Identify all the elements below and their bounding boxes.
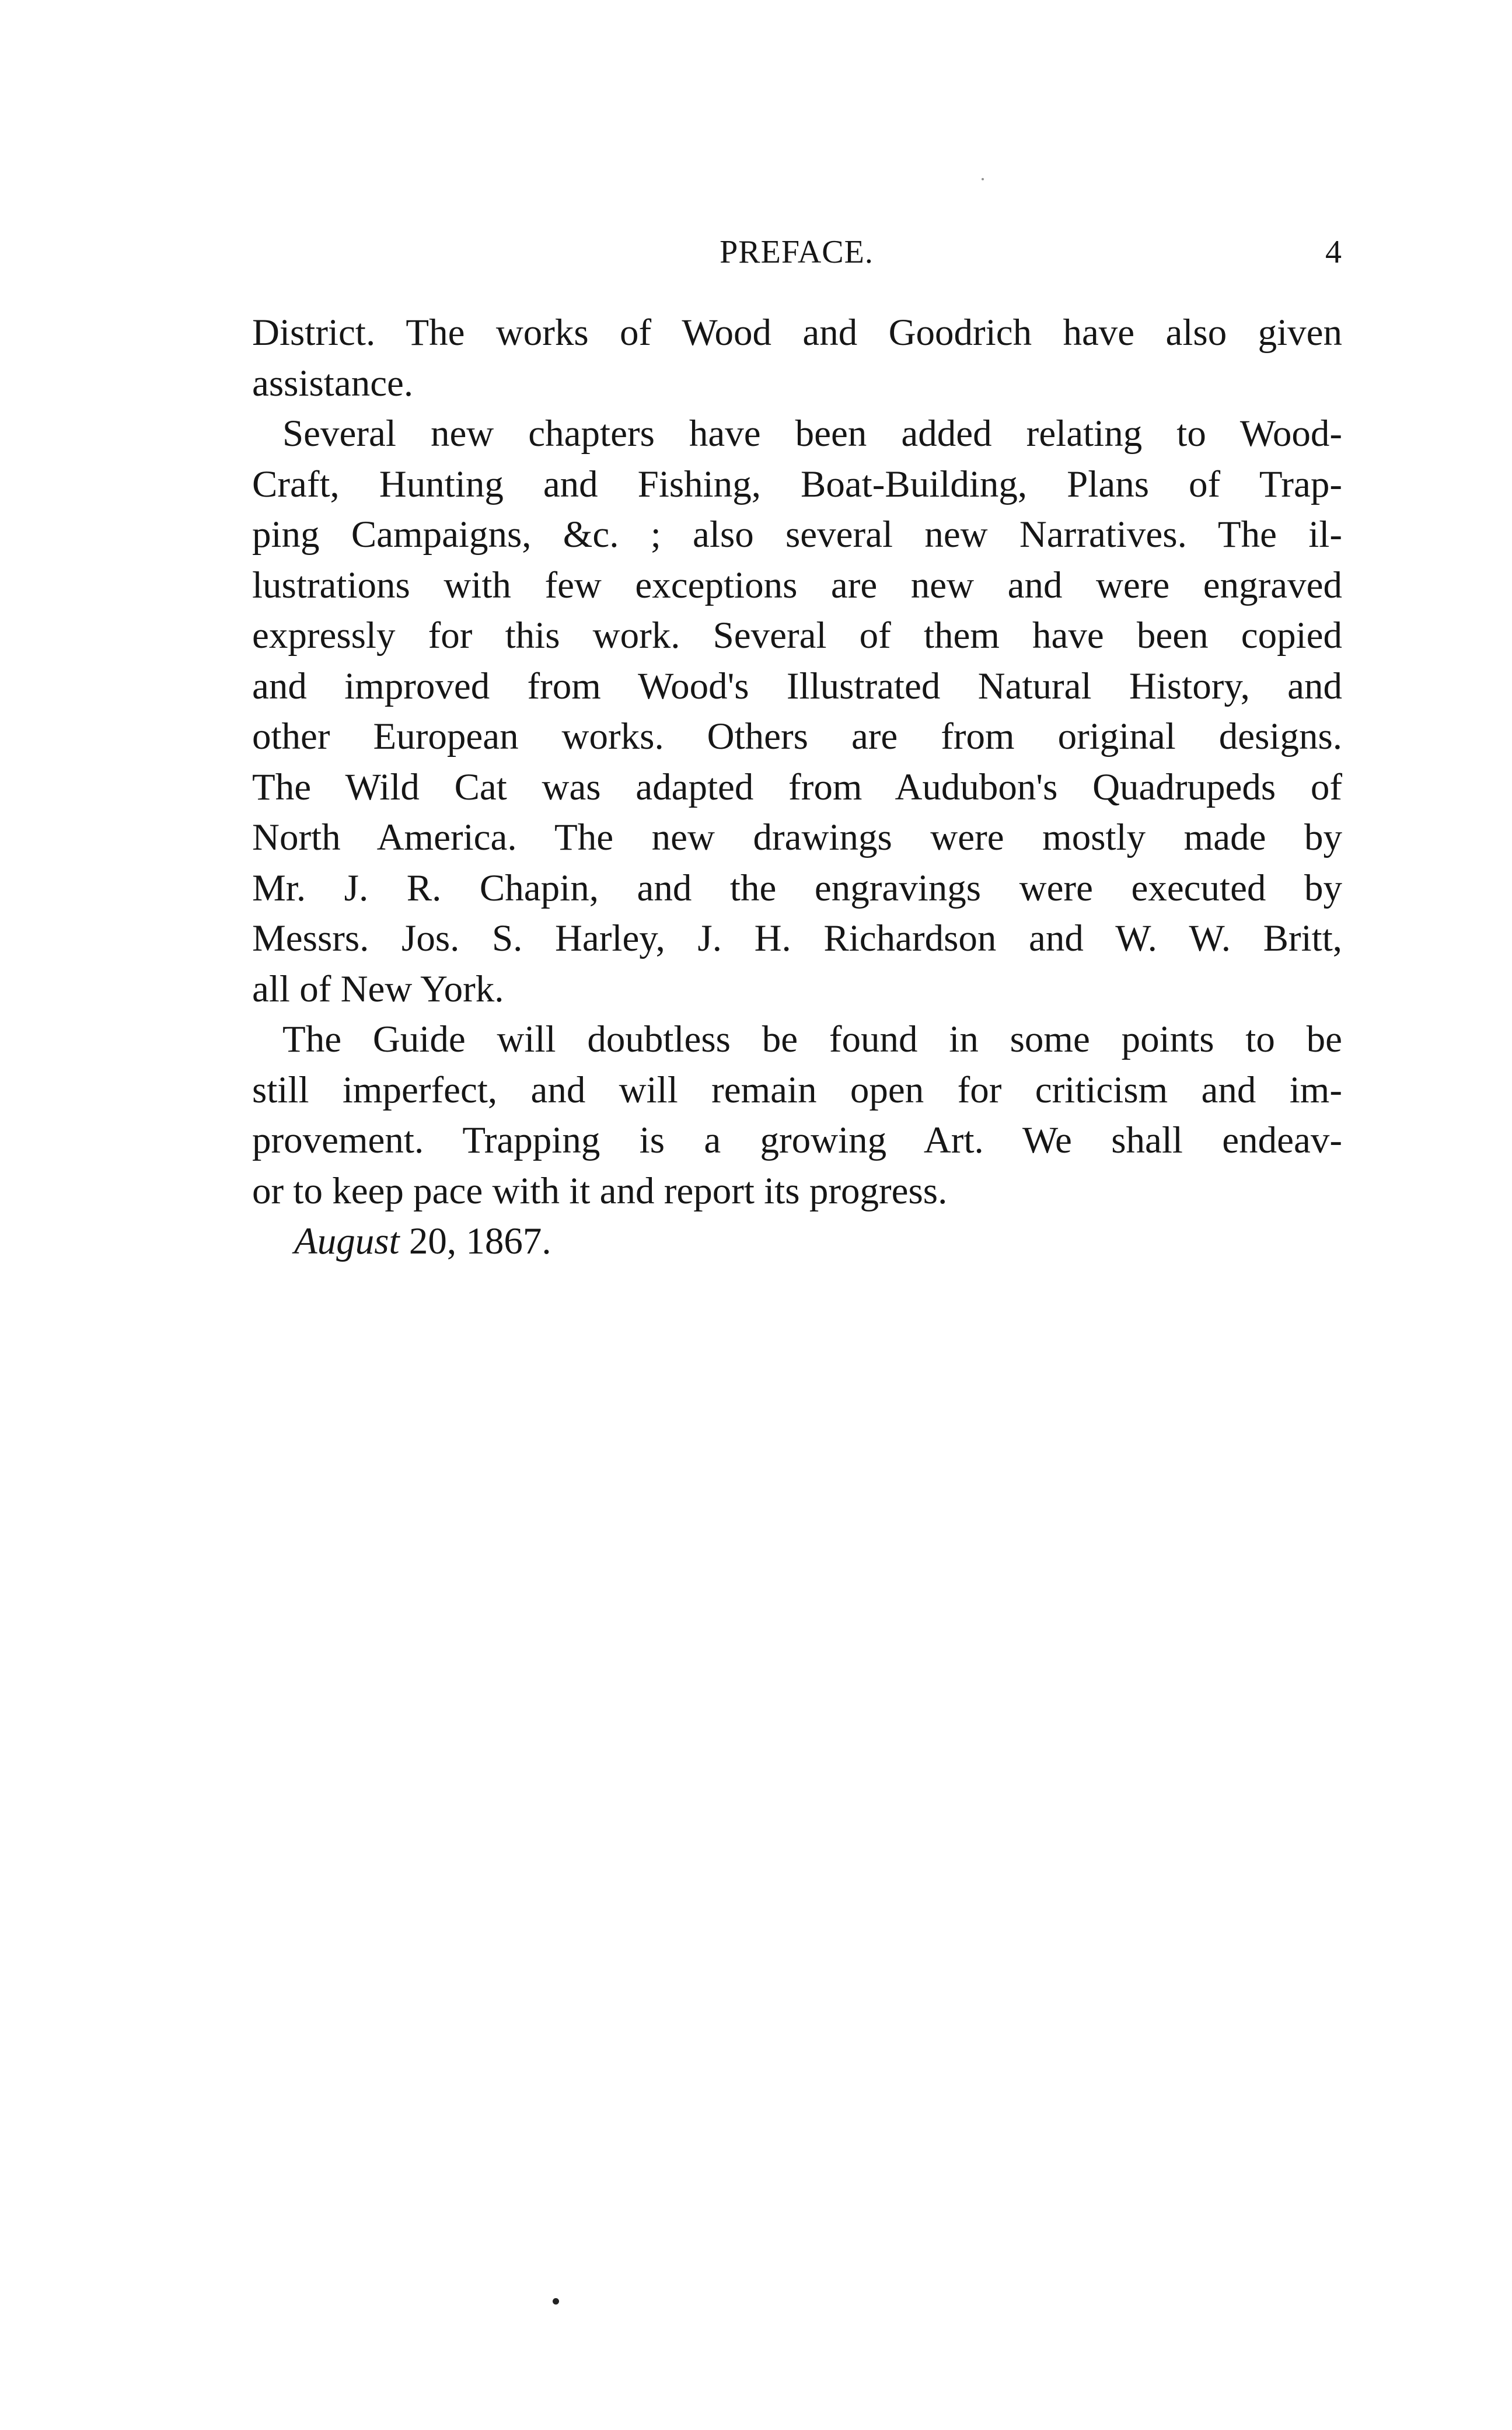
text-line: expressly for this work. Several of them have been copied [252, 615, 1342, 657]
dateline-date: 20, 1867. [399, 1220, 551, 1262]
text-line: assistance. [252, 362, 414, 404]
text-line: The Wild Cat was adapted from Audubon's Quadrupeds of [252, 766, 1342, 808]
text-line: North America. The new drawings were mostly made by [252, 816, 1342, 858]
scan-speck [982, 178, 984, 180]
text-line: other European works. Others are from original designs. [252, 715, 1342, 757]
text-line: District. The works of Wood and Goodrich have also given [252, 312, 1342, 354]
text-line: provement. Trapping is a growing Art. We shall endeav- [252, 1119, 1342, 1161]
text-line: Several new chapters have been added relating to Wood- [282, 413, 1342, 455]
text-line: all of New York. [252, 968, 504, 1010]
running-head [251, 233, 1342, 280]
preface-body [252, 308, 1342, 1267]
text-line: Messrs. Jos. S. Harley, J. H. Richardson and W. W. Britt, [252, 917, 1342, 959]
text-line: or to keep pace with it and report its progress. [252, 1169, 948, 1212]
text-line: and improved from Wood's Illustrated Natural History, and [252, 665, 1342, 707]
page-number: 4 [1325, 234, 1342, 270]
text-line: The Guide will doubtless be found in some points to be [282, 1018, 1342, 1060]
text-line: lustrations with few exceptions are new and were engraved [252, 564, 1342, 606]
text-line: still imperfect, and will remain open for criticism and im- [252, 1069, 1342, 1111]
scan-speck [553, 2298, 559, 2305]
running-title: PREFACE. [720, 234, 874, 270]
dateline-month: August [294, 1220, 400, 1262]
text-line: Mr. J. R. Chapin, and the engravings were executed by [252, 867, 1342, 909]
dateline [252, 1216, 1342, 1267]
text-line: Craft, Hunting and Fishing, Boat-Building, Plans of Trap- [252, 463, 1342, 505]
text-line: ping Campaigns, &c. ; also several new Narratives. The il- [252, 514, 1342, 556]
